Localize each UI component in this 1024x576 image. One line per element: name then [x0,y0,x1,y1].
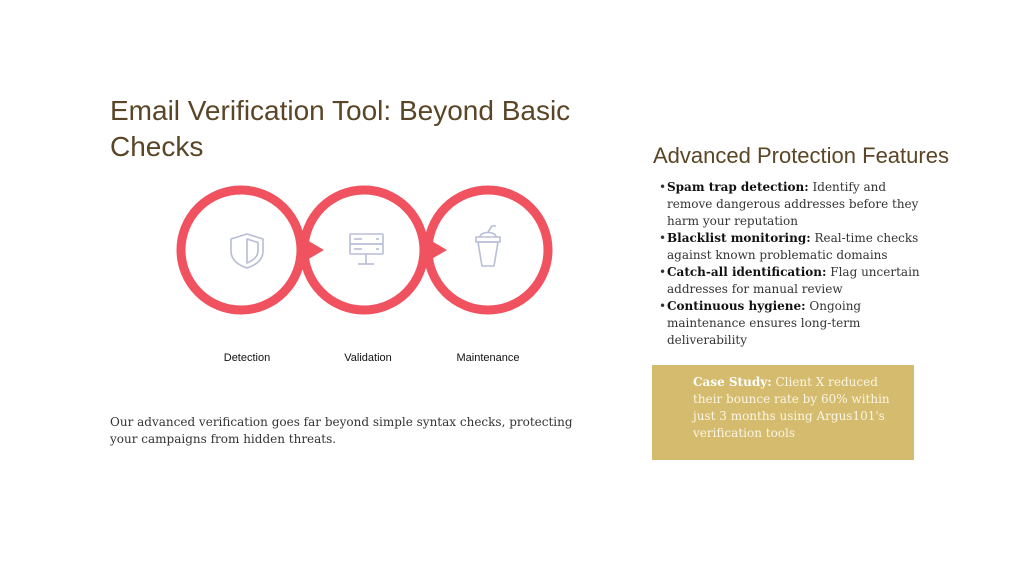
feature-item [659,298,921,349]
connector-arrow-1 [300,236,324,264]
process-rings [176,182,556,322]
features-list [659,179,921,349]
cup-icon [476,226,500,266]
feature-text: Real-time checks against known problematic domains [667,231,919,262]
process-diagram [176,182,556,322]
server-icon [350,234,383,264]
feature-term: Catch-all identification: [667,265,827,279]
feature-text: Flag uncertain addresses for manual review [667,265,920,296]
feature-term: Blacklist monitoring: [667,231,811,245]
feature-item [659,179,921,230]
page-title: Email Verification Tool: Beyond Basic Checks [110,95,571,162]
step-label-validation: Validation [344,352,392,364]
feature-text: Ongoing maintenance ensures long-term deliverability [667,299,862,347]
feature-item [659,230,921,264]
feature-term: Spam trap detection: [667,180,809,194]
connector-arrow-2 [423,236,447,264]
description-text: Our advanced verification goes far beyond simple syntax checks, protecting your campaigns from hidden threats. [110,415,573,446]
step-label-detection: Detection [223,352,271,364]
shield-icon [231,234,263,268]
features-heading: Advanced Protection Features [653,143,949,168]
feature-text: Identify and remove dangerous addresses before they harm your reputation [667,180,919,228]
case-study-box [652,365,914,460]
ring-detection [181,190,301,310]
case-study-text: Client X reduced their bounce rate by 60% within just 3 months using Argus101's verification tools [693,375,890,440]
case-study-label: Case Study: [693,375,772,389]
step-label-maintenance: Maintenance [456,352,520,364]
feature-term: Continuous hygiene: [667,299,806,313]
feature-item [659,264,921,298]
